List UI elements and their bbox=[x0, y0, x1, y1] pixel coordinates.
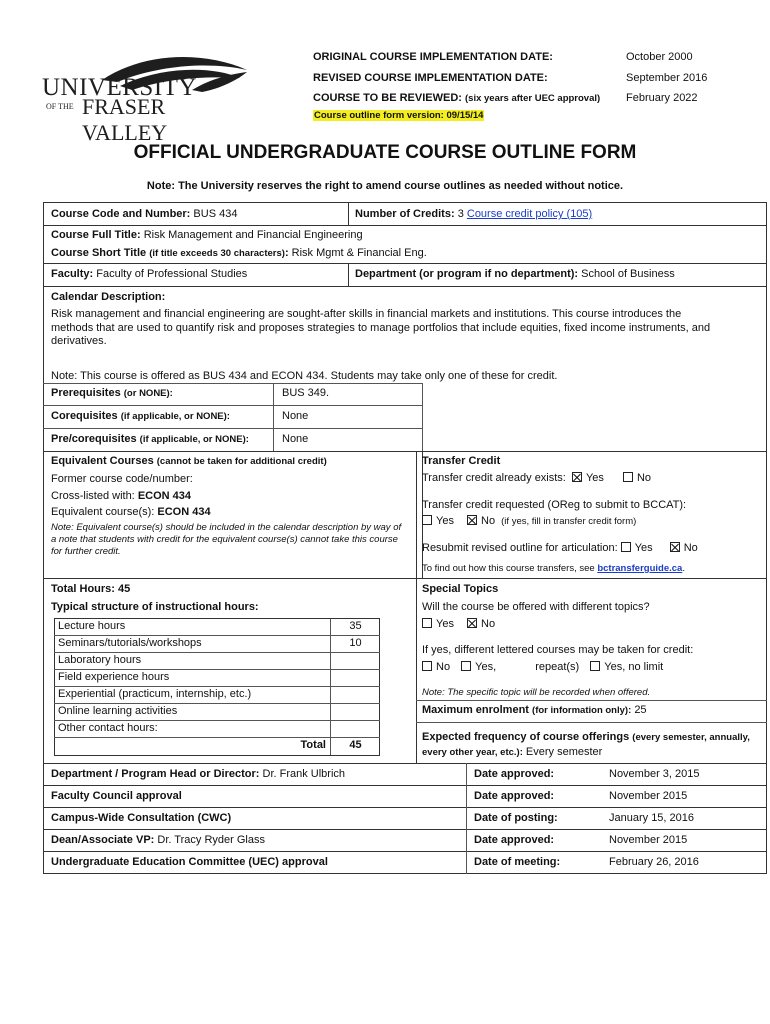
precoreq-note: (if applicable, or NONE): bbox=[139, 434, 249, 445]
topics-question: Will the course be offered with different topics? bbox=[422, 601, 650, 613]
lettered-no-checkbox[interactable] bbox=[422, 661, 432, 671]
coreq-note: (if applicable, or NONE): bbox=[120, 411, 230, 422]
cross-value: ECON 434 bbox=[137, 490, 192, 502]
frequency bbox=[422, 730, 752, 760]
hours-row-value: 10 bbox=[349, 637, 362, 649]
transfer-exists-no: No bbox=[636, 472, 652, 484]
lettered-nolimit-checkbox[interactable] bbox=[590, 661, 600, 671]
approval-label bbox=[51, 768, 345, 780]
hours-row-label: Online learning activities bbox=[58, 705, 178, 717]
approval-date-value: November 2015 bbox=[609, 834, 688, 846]
approval-date-label: Date approved: bbox=[474, 768, 555, 780]
lettered-repeat: repeat(s) bbox=[535, 661, 580, 673]
review-label-text: COURSE TO BE REVIEWED: bbox=[313, 92, 462, 104]
hours-total-label: Total bbox=[300, 739, 326, 751]
short-title: Course Short Title (if title exceeds 30 characters): Risk Mgmt & Financial Eng. bbox=[51, 247, 427, 259]
resubmit-yes: Yes bbox=[634, 542, 653, 554]
approval-date-label: Date approved: bbox=[474, 834, 555, 846]
equiv-value: ECON 434 bbox=[157, 506, 211, 518]
transfer-exists-text: Transfer credit already exists: bbox=[422, 472, 566, 484]
credits-label: Number of Credits: bbox=[355, 208, 455, 220]
orig-date-value: October 2000 bbox=[626, 51, 693, 63]
topics-options bbox=[422, 618, 495, 630]
transfer-exists-no-checkbox[interactable] bbox=[623, 472, 633, 482]
resubmit-no-checkbox[interactable] bbox=[670, 542, 680, 552]
prereq-label-text: Prerequisites bbox=[51, 387, 121, 399]
lettered-no: No bbox=[436, 661, 451, 673]
coreq-label bbox=[51, 410, 230, 422]
approval-date-value: November 2015 bbox=[609, 790, 688, 802]
approval-label-text: Faculty Council approval bbox=[51, 790, 182, 802]
prereq-label bbox=[51, 387, 173, 399]
resubmit-yes-checkbox[interactable] bbox=[621, 542, 631, 552]
university-logo bbox=[42, 48, 252, 145]
rev-date-value: September 2016 bbox=[626, 72, 708, 84]
resubmit bbox=[422, 542, 698, 554]
total-hours-value: 45 bbox=[118, 583, 131, 595]
approval-label-text: Dean/Associate VP: bbox=[51, 834, 155, 846]
credits-value: 3 bbox=[457, 208, 464, 220]
approval-label bbox=[51, 790, 182, 802]
max-note: (for information only): bbox=[532, 705, 632, 716]
lettered-yes-checkbox[interactable] bbox=[461, 661, 471, 671]
hours-row-label: Experiential (practicum, internship, etc.) bbox=[58, 688, 252, 700]
approval-label bbox=[51, 856, 328, 868]
calendar-label: Calendar Description: bbox=[51, 291, 166, 303]
requested-yes: Yes bbox=[436, 515, 454, 527]
find-out-end: . bbox=[682, 563, 685, 574]
hours-structure: Typical structure of instructional hours: bbox=[51, 601, 259, 613]
equiv-label: Equivalent course(s): bbox=[51, 506, 155, 518]
hours-row-label: Seminars/tutorials/workshops bbox=[58, 637, 202, 649]
topics-yes: Yes bbox=[436, 618, 454, 630]
hours-row-label: Laboratory hours bbox=[58, 654, 142, 666]
lettered-nolimit: Yes, no limit bbox=[604, 661, 664, 673]
lettered-yes: Yes, bbox=[475, 661, 497, 673]
freq-label: Expected frequency of course offerings bbox=[422, 731, 630, 743]
course-code bbox=[51, 208, 237, 220]
find-out-text: To find out how this course transfers, see bbox=[422, 563, 595, 574]
approval-date-label: Date of meeting: bbox=[474, 856, 561, 868]
total-hours-label: Total Hours: bbox=[51, 583, 115, 595]
topics-lettered: If yes, different lettered courses may be taken for credit: bbox=[422, 644, 694, 656]
hours-row-label: Other contact hours: bbox=[58, 722, 158, 734]
requested-no: No bbox=[481, 515, 496, 527]
approval-date-value: February 26, 2016 bbox=[609, 856, 699, 868]
former-course: Former course code/number: bbox=[51, 473, 193, 485]
approval-value: Dr. Tracy Ryder Glass bbox=[157, 834, 265, 846]
dept-value: School of Business bbox=[581, 268, 675, 280]
full-title bbox=[51, 229, 363, 241]
max-label: Maximum enrolment bbox=[422, 704, 529, 716]
amend-note: Note: The University reserves the right to amend course outlines as needed without notice. bbox=[146, 180, 624, 192]
form-version: Course outline form version: 09/15/14 bbox=[314, 110, 484, 121]
hours-row-value: 35 bbox=[349, 620, 362, 632]
requested-note: (if yes, fill in transfer credit form) bbox=[501, 516, 637, 527]
max-enrolment bbox=[422, 704, 647, 716]
topics-no: No bbox=[481, 618, 496, 630]
transfer-requested-options bbox=[422, 515, 636, 527]
requested-yes-checkbox[interactable] bbox=[422, 515, 432, 525]
coreq-label-text: Corequisites bbox=[51, 410, 118, 422]
equivalent-label bbox=[51, 455, 327, 467]
topics-no-checkbox[interactable] bbox=[467, 618, 477, 628]
calendar-note: Note: This course is offered as BUS 434 and ECON 434. Students may take only one of these for credit. bbox=[51, 370, 558, 382]
rev-date-label: REVISED COURSE IMPLEMENTATION DATE: bbox=[313, 72, 548, 84]
prereq-note: (or NONE): bbox=[123, 388, 173, 399]
approval-date-label: Date approved: bbox=[474, 790, 555, 802]
approval-label-text: Undergraduate Education Committee (UEC) approval bbox=[51, 856, 328, 868]
equivalent-italic-note: Note: Equivalent course(s) should be included in the calendar description by way of a note that students with credit for the equivalent course(s) cannot take this course for further credit. bbox=[51, 522, 402, 557]
requested-no-checkbox[interactable] bbox=[467, 515, 477, 525]
department bbox=[355, 268, 675, 280]
approval-date-label: Date of posting: bbox=[474, 812, 558, 824]
review-note-text: (six years after UEC approval) bbox=[465, 93, 601, 104]
logo-fraser-valley: FRASER VALLEY bbox=[82, 94, 168, 145]
logo-of-the: OF THE bbox=[46, 102, 74, 111]
code-value: BUS 434 bbox=[193, 208, 238, 220]
faculty-value: Faculty of Professional Studies bbox=[96, 268, 248, 280]
dept-label: Department (or program if no department): bbox=[355, 268, 579, 280]
transfer-exists-yes-checkbox[interactable] bbox=[572, 472, 582, 482]
short-title-label: Course Short Title bbox=[51, 247, 147, 259]
transfer-exists-yes: Yes bbox=[585, 472, 604, 484]
bctransferguide-link[interactable]: bctransferguide.ca bbox=[597, 563, 683, 574]
hours-row-label: Lecture hours bbox=[58, 620, 126, 632]
credits bbox=[355, 208, 592, 220]
hours-total-value: 45 bbox=[349, 739, 362, 751]
resubmit-text: Resubmit revised outline for articulation: bbox=[422, 542, 618, 554]
freq-value: Every semester bbox=[525, 746, 603, 758]
code-label: Course Code and Number: bbox=[51, 208, 191, 220]
hours-row-label: Field experience hours bbox=[58, 671, 170, 683]
full-title-value: Risk Management and Financial Engineering bbox=[143, 229, 363, 241]
approval-date-value: November 3, 2015 bbox=[609, 768, 700, 780]
resubmit-no: No bbox=[683, 542, 698, 554]
faculty-label: Faculty: bbox=[51, 268, 94, 280]
page-title: OFFICIAL UNDERGRADUATE COURSE OUTLINE FORM bbox=[133, 142, 637, 163]
equivalent-label-text: Equivalent Courses bbox=[51, 455, 154, 467]
approval-label-text: Department / Program Head or Director: bbox=[51, 768, 260, 780]
prereq-value: BUS 349. bbox=[282, 387, 330, 399]
approval-label bbox=[51, 834, 265, 846]
topics-label: Special Topics bbox=[422, 583, 499, 595]
cross-listed bbox=[51, 490, 191, 502]
calendar-text: Risk management and financial engineering are sought-after skills in financial markets and institutions. This course introduces the methods that are used to quantify risk and proposes strategies to manage portfolios that include equities, fixed income instruments, and derivatives. bbox=[51, 308, 711, 347]
equivalent-courses bbox=[51, 506, 211, 518]
precoreq-label-text: Pre/corequisites bbox=[51, 433, 137, 445]
short-title-note: (if title exceeds 30 characters) bbox=[149, 248, 285, 259]
topics-note: Note: The specific topic will be recorded when offered. bbox=[422, 687, 651, 698]
short-title-value: Risk Mgmt & Financial Eng. bbox=[291, 247, 427, 259]
topics-repeat-options bbox=[422, 661, 663, 673]
approval-date-value: January 15, 2016 bbox=[609, 812, 695, 824]
precoreq-value: None bbox=[282, 433, 309, 445]
topics-yes-checkbox[interactable] bbox=[422, 618, 432, 628]
approval-value: Dr. Frank Ulbrich bbox=[262, 768, 346, 780]
transfer-exists bbox=[422, 472, 651, 484]
approval-label bbox=[51, 812, 231, 824]
review-date-value: February 2022 bbox=[626, 92, 698, 104]
logo-university: UNIVERSITY bbox=[42, 74, 197, 101]
max-value: 25 bbox=[634, 704, 647, 716]
credit-policy-link[interactable]: Course credit policy (105) bbox=[466, 208, 593, 220]
orig-date-label: ORIGINAL COURSE IMPLEMENTATION DATE: bbox=[313, 51, 553, 63]
review-date-label bbox=[313, 92, 600, 104]
total-hours bbox=[51, 583, 130, 595]
faculty bbox=[51, 268, 247, 280]
equivalent-note: (cannot be taken for additional credit) bbox=[156, 456, 327, 467]
coreq-value: None bbox=[282, 410, 309, 422]
freq-note: (every semester, annually, every other year, etc.): bbox=[422, 732, 750, 758]
transfer-requested: Transfer credit requested (OReg to submit to BCCAT): bbox=[422, 499, 687, 511]
transfer-label: Transfer Credit bbox=[422, 455, 501, 467]
find-out bbox=[422, 563, 685, 574]
full-title-label: Course Full Title: bbox=[51, 229, 141, 241]
approval-label-text: Campus-Wide Consultation (CWC) bbox=[51, 812, 232, 824]
cross-label: Cross-listed with: bbox=[51, 490, 135, 502]
precoreq-label bbox=[51, 433, 249, 445]
